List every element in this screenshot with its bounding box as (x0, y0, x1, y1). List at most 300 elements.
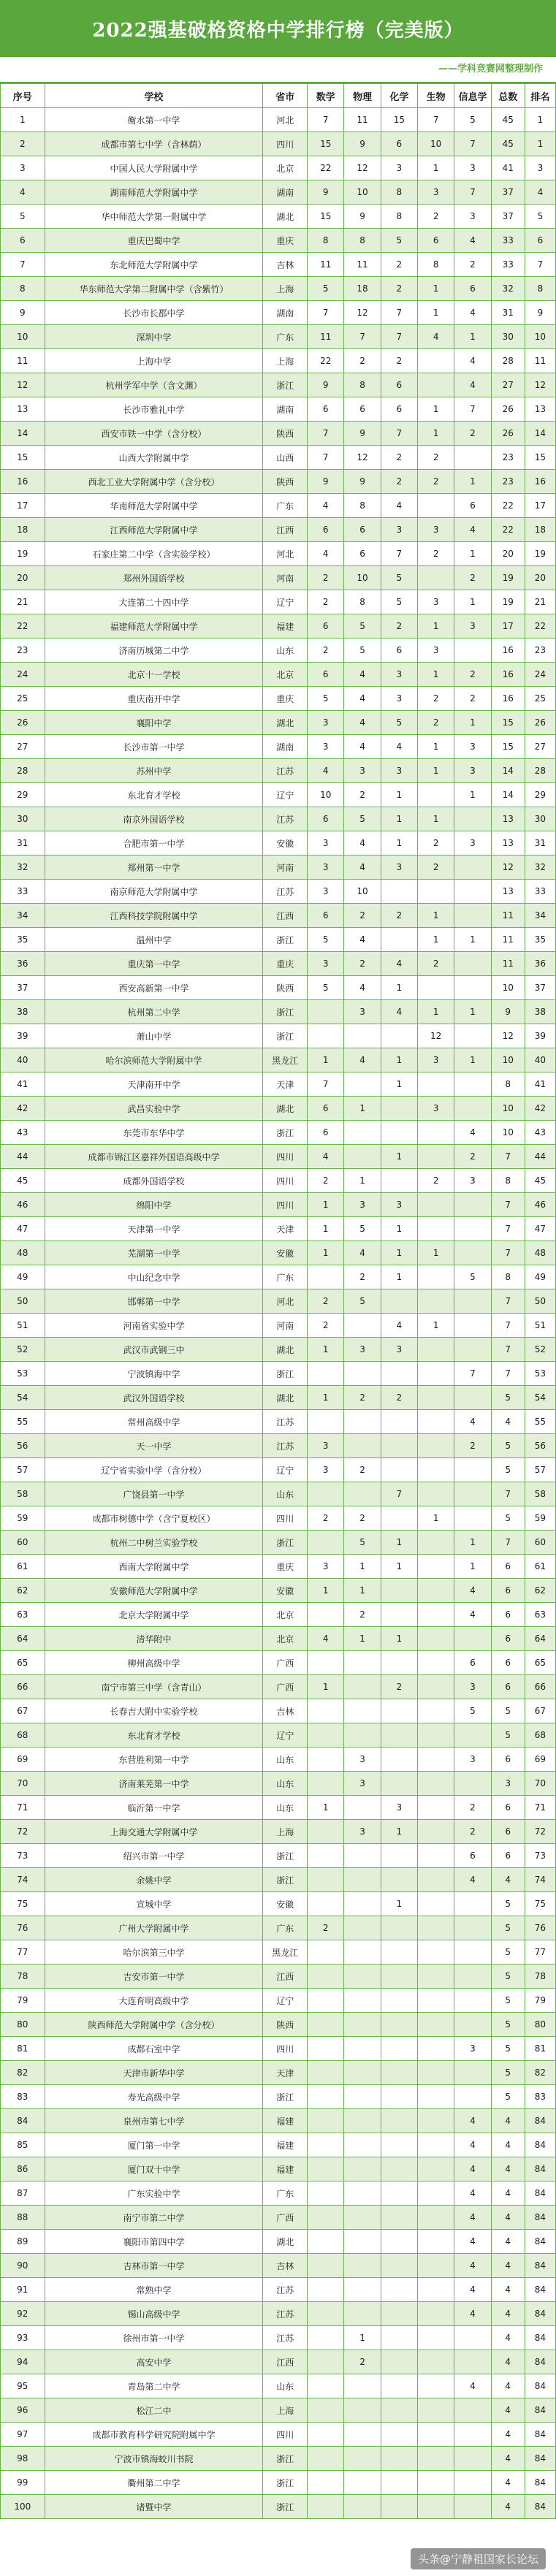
cell-province: 浙江 (263, 2471, 308, 2495)
table-row (1, 1965, 556, 1989)
cell-school: 济南莱芜第一中学 (45, 1772, 263, 1796)
cell-math (308, 2109, 344, 2133)
cell-province: 河南 (263, 856, 308, 880)
cell-school: 衡水第一中学 (45, 108, 263, 132)
cell-rank: 82 (525, 2061, 555, 2085)
table-row (1, 976, 556, 1000)
cell-informatics: 2 (454, 566, 491, 590)
cell-chemistry (381, 1458, 417, 1482)
cell-total: 45 (491, 108, 525, 132)
cell-informatics (454, 2423, 491, 2447)
cell-school: 绍兴市第一中学 (45, 1844, 263, 1868)
cell-total: 10 (491, 1097, 525, 1121)
table-row (1, 1458, 556, 1482)
cell-province: 福建 (263, 2109, 308, 2133)
cell-chemistry (381, 1097, 417, 1121)
cell-chemistry: 3 (381, 1193, 417, 1217)
cell-rank: 66 (525, 1675, 555, 1699)
cell-rank: 84 (525, 2206, 555, 2230)
cell-province: 陕西 (263, 470, 308, 494)
cell-province: 安徽 (263, 1892, 308, 1916)
cell-province: 河北 (263, 542, 308, 566)
cell-biology: 1 (417, 1506, 454, 1531)
cell-math: 1 (308, 1241, 344, 1265)
cell-province: 湖北 (263, 1097, 308, 1121)
cell-total: 11 (491, 952, 525, 976)
cell-math: 2 (308, 566, 344, 590)
cell-total: 45 (491, 132, 525, 156)
cell-school: 长沙市雅礼中学 (45, 397, 263, 422)
cell-index: 79 (1, 1989, 45, 2013)
cell-physics: 10 (344, 180, 381, 205)
cell-school: 南京师范大学附属中学 (45, 880, 263, 904)
cell-informatics: 4 (454, 301, 491, 325)
cell-rank: 80 (525, 2013, 555, 2037)
cell-index: 4 (1, 180, 45, 205)
cell-index: 82 (1, 2061, 45, 2085)
cell-index: 65 (1, 1651, 45, 1675)
cell-biology (417, 1892, 454, 1916)
cell-school: 邯郸第一中学 (45, 1289, 263, 1314)
cell-biology (417, 1555, 454, 1579)
cell-math: 3 (308, 952, 344, 976)
cell-province: 北京 (263, 1603, 308, 1627)
cell-index: 59 (1, 1506, 45, 1531)
cell-biology (417, 1940, 454, 1965)
table-row (1, 349, 556, 373)
cell-math: 6 (308, 1097, 344, 1121)
cell-math: 8 (308, 229, 344, 253)
cell-physics: 10 (344, 880, 381, 904)
cell-chemistry (381, 928, 417, 952)
cell-total: 7 (491, 1362, 525, 1386)
cell-informatics (454, 2326, 491, 2350)
cell-total: 33 (491, 253, 525, 277)
cell-informatics (454, 1338, 491, 1362)
cell-biology (417, 2206, 454, 2230)
cell-chemistry (381, 1868, 417, 1892)
cell-physics (344, 2133, 381, 2157)
table-row (1, 1748, 556, 1772)
cell-math (308, 2181, 344, 2206)
cell-province: 湖北 (263, 2230, 308, 2254)
cell-biology: 1 (417, 807, 454, 831)
cell-physics (344, 2085, 381, 2109)
cell-chemistry (381, 2085, 417, 2109)
cell-rank: 61 (525, 1555, 555, 1579)
cell-chemistry: 1 (381, 1892, 417, 1916)
cell-index: 44 (1, 1145, 45, 1169)
cell-total: 19 (491, 566, 525, 590)
cell-physics (344, 2206, 381, 2230)
cell-rank: 32 (525, 856, 555, 880)
cell-chemistry: 1 (381, 1555, 417, 1579)
table-row (1, 1868, 556, 1892)
cell-rank: 59 (525, 1506, 555, 1531)
cell-rank: 84 (525, 2423, 555, 2447)
cell-biology: 12 (417, 1024, 454, 1048)
table-row (1, 735, 556, 759)
cell-total: 4 (491, 2278, 525, 2302)
cell-school: 郑州外国语学校 (45, 566, 263, 590)
cell-school: 余姚中学 (45, 1868, 263, 1892)
cell-math: 3 (308, 711, 344, 735)
cell-total: 15 (491, 735, 525, 759)
cell-school: 衢州第二中学 (45, 2471, 263, 2495)
cell-chemistry: 6 (381, 132, 417, 156)
cell-total: 4 (491, 2230, 525, 2254)
cell-chemistry: 8 (381, 180, 417, 205)
cell-school: 北京十一学校 (45, 663, 263, 687)
cell-school: 大连育明高级中学 (45, 1989, 263, 2013)
cell-province: 广西 (263, 1651, 308, 1675)
cell-physics: 4 (344, 928, 381, 952)
table-row (1, 1314, 556, 1338)
cell-biology: 1 (417, 397, 454, 422)
table-row (1, 1386, 556, 1410)
cell-physics (344, 2181, 381, 2206)
cell-rank: 8 (525, 277, 555, 301)
cell-physics: 9 (344, 132, 381, 156)
cell-school: 天津南开中学 (45, 1072, 263, 1097)
cell-chemistry (381, 2109, 417, 2133)
cell-total: 4 (491, 2254, 525, 2278)
cell-math (308, 2157, 344, 2181)
cell-biology: 2 (417, 470, 454, 494)
cell-total: 7 (491, 1193, 525, 1217)
cell-total: 13 (491, 880, 525, 904)
table-row (1, 952, 556, 976)
cell-physics: 11 (344, 108, 381, 132)
cell-index: 39 (1, 1024, 45, 1048)
cell-index: 2 (1, 132, 45, 156)
cell-biology (417, 1072, 454, 1097)
cell-index: 100 (1, 2495, 45, 2519)
cell-informatics (454, 446, 491, 470)
table-row (1, 470, 556, 494)
cell-rank: 48 (525, 1241, 555, 1265)
cell-index: 11 (1, 349, 45, 373)
cell-school: 锡山高级中学 (45, 2302, 263, 2326)
cell-province: 湖北 (263, 205, 308, 229)
cell-province: 山东 (263, 639, 308, 663)
cell-math: 22 (308, 156, 344, 180)
cell-school: 石家庄第二中学（含实验学校） (45, 542, 263, 566)
cell-rank: 51 (525, 1314, 555, 1338)
table-row (1, 1217, 556, 1241)
table-row (1, 1675, 556, 1699)
cell-total: 3 (491, 1772, 525, 1796)
cell-physics (344, 1892, 381, 1916)
cell-index: 61 (1, 1555, 45, 1579)
cell-math: 4 (308, 542, 344, 566)
cell-index: 7 (1, 253, 45, 277)
cell-math: 6 (308, 663, 344, 687)
cell-chemistry: 4 (381, 1000, 417, 1024)
cell-school: 天津市新华中学 (45, 2061, 263, 2085)
cell-biology (417, 1482, 454, 1506)
table-row (1, 1024, 556, 1048)
cell-rank: 84 (525, 2157, 555, 2181)
cell-province: 四川 (263, 1145, 308, 1169)
cell-informatics (454, 639, 491, 663)
cell-school: 江西科技学院附属中学 (45, 904, 263, 928)
table-row (1, 590, 556, 614)
cell-chemistry: 2 (381, 277, 417, 301)
cell-chemistry (381, 880, 417, 904)
cell-province: 广东 (263, 1265, 308, 1289)
cell-rank: 4 (525, 180, 555, 205)
cell-chemistry: 3 (381, 518, 417, 542)
cell-math (308, 1362, 344, 1386)
cell-chemistry (381, 2447, 417, 2471)
cell-biology (417, 1844, 454, 1868)
cell-physics (344, 2471, 381, 2495)
cell-school: 宣城中学 (45, 1892, 263, 1916)
cell-rank: 84 (525, 2181, 555, 2206)
cell-informatics: 3 (454, 831, 491, 856)
table-row (1, 1289, 556, 1314)
cell-school: 东北育才学校 (45, 1723, 263, 1748)
cell-physics (344, 1072, 381, 1097)
cell-total: 5 (491, 1699, 525, 1723)
header-province: 省市 (263, 84, 308, 108)
cell-biology (417, 2423, 454, 2447)
cell-index: 66 (1, 1675, 45, 1699)
table-row (1, 1338, 556, 1362)
table-row (1, 1892, 556, 1916)
table-row (1, 2302, 556, 2326)
cell-math: 5 (308, 687, 344, 711)
cell-physics (344, 1651, 381, 1675)
cell-biology: 3 (417, 518, 454, 542)
cell-informatics: 3 (454, 205, 491, 229)
cell-informatics: 2 (454, 687, 491, 711)
cell-biology: 3 (417, 1048, 454, 1072)
cell-biology (417, 1868, 454, 1892)
cell-biology (417, 1217, 454, 1241)
table-row (1, 301, 556, 325)
cell-math: 3 (308, 735, 344, 759)
cell-school: 武昌实验中学 (45, 1097, 263, 1121)
cell-physics: 1 (344, 1169, 381, 1193)
cell-math: 10 (308, 783, 344, 807)
cell-informatics (454, 2495, 491, 2519)
cell-rank: 76 (525, 1916, 555, 1940)
cell-chemistry (381, 2495, 417, 2519)
cell-math: 1 (308, 1048, 344, 1072)
cell-chemistry (381, 2374, 417, 2398)
cell-province: 吉林 (263, 2254, 308, 2278)
cell-informatics: 7 (454, 180, 491, 205)
cell-biology (417, 566, 454, 590)
cell-total: 4 (491, 2157, 525, 2181)
table-row (1, 1048, 556, 1072)
cell-province: 江苏 (263, 880, 308, 904)
cell-math: 2 (308, 1916, 344, 1940)
cell-physics: 4 (344, 687, 381, 711)
cell-school: 东北育才学校 (45, 783, 263, 807)
cell-total: 7 (491, 1145, 525, 1169)
cell-chemistry (381, 1121, 417, 1145)
cell-biology: 7 (417, 108, 454, 132)
cell-chemistry: 3 (381, 687, 417, 711)
cell-total: 10 (491, 1048, 525, 1072)
cell-school: 重庆第一中学 (45, 952, 263, 976)
cell-index: 99 (1, 2471, 45, 2495)
cell-province: 重庆 (263, 687, 308, 711)
cell-biology: 1 (417, 735, 454, 759)
cell-province: 浙江 (263, 1868, 308, 1892)
cell-school: 济南历城第二中学 (45, 639, 263, 663)
table-row (1, 831, 556, 856)
cell-biology (417, 1289, 454, 1314)
cell-rank: 9 (525, 301, 555, 325)
table-row (1, 1651, 556, 1675)
table-row (1, 277, 556, 301)
cell-school: 西北工业大学附属中学（含分校） (45, 470, 263, 494)
cell-chemistry: 7 (381, 301, 417, 325)
cell-math (308, 1000, 344, 1024)
table-row (1, 446, 556, 470)
cell-school: 重庆巴蜀中学 (45, 229, 263, 253)
cell-chemistry: 1 (381, 831, 417, 856)
cell-school: 成都外国语学校 (45, 1169, 263, 1193)
cell-total: 12 (491, 856, 525, 880)
cell-school: 天津第一中学 (45, 1217, 263, 1241)
cell-total: 41 (491, 156, 525, 180)
cell-rank: 35 (525, 928, 555, 952)
cell-index: 77 (1, 1940, 45, 1965)
cell-rank: 84 (525, 2374, 555, 2398)
cell-school: 广东实验中学 (45, 2181, 263, 2206)
cell-province: 江苏 (263, 2278, 308, 2302)
cell-total: 28 (491, 349, 525, 373)
cell-school: 泉州市第七中学 (45, 2109, 263, 2133)
cell-index: 51 (1, 1314, 45, 1338)
cell-total: 8 (491, 1265, 525, 1289)
cell-rank: 38 (525, 1000, 555, 1024)
cell-province: 江苏 (263, 807, 308, 831)
cell-index: 22 (1, 614, 45, 639)
table-row (1, 325, 556, 349)
cell-school: 常州高级中学 (45, 1410, 263, 1434)
cell-rank: 71 (525, 1796, 555, 1820)
table-row (1, 904, 556, 928)
cell-math: 1 (308, 1675, 344, 1699)
table-row (1, 783, 556, 807)
cell-informatics (454, 2398, 491, 2423)
cell-total: 16 (491, 687, 525, 711)
cell-math: 1 (308, 1796, 344, 1820)
cell-informatics: 7 (454, 1362, 491, 1386)
cell-school: 合肥市第一中学 (45, 831, 263, 856)
cell-informatics (454, 1916, 491, 1940)
cell-total: 13 (491, 807, 525, 831)
cell-physics (344, 1434, 381, 1458)
cell-province: 山西 (263, 446, 308, 470)
table-row (1, 2181, 556, 2206)
cell-school: 厦门双十中学 (45, 2157, 263, 2181)
cell-chemistry: 5 (381, 229, 417, 253)
cell-math: 2 (308, 1289, 344, 1314)
cell-physics (344, 1940, 381, 1965)
cell-index: 36 (1, 952, 45, 976)
cell-chemistry (381, 1289, 417, 1314)
cell-total: 4 (491, 2109, 525, 2133)
cell-total: 4 (491, 2302, 525, 2326)
cell-province: 上海 (263, 1820, 308, 1844)
cell-informatics: 4 (454, 518, 491, 542)
cell-physics (344, 2278, 381, 2302)
cell-biology (417, 1145, 454, 1169)
cell-province: 湖南 (263, 301, 308, 325)
cell-biology: 2 (417, 952, 454, 976)
cell-province: 江西 (263, 518, 308, 542)
cell-math (308, 2085, 344, 2109)
cell-rank: 84 (525, 2109, 555, 2133)
cell-index: 53 (1, 1362, 45, 1386)
cell-physics: 12 (344, 446, 381, 470)
cell-physics: 5 (344, 614, 381, 639)
table-row (1, 518, 556, 542)
cell-chemistry (381, 1169, 417, 1193)
cell-chemistry: 3 (381, 1338, 417, 1362)
cell-informatics: 6 (454, 1651, 491, 1675)
cell-rank: 72 (525, 1820, 555, 1844)
cell-chemistry: 3 (381, 663, 417, 687)
cell-biology (417, 1820, 454, 1844)
cell-math (308, 2326, 344, 2350)
cell-informatics (454, 1072, 491, 1097)
cell-rank: 13 (525, 397, 555, 422)
cell-rank: 12 (525, 373, 555, 397)
cell-math: 2 (308, 1314, 344, 1338)
cell-province: 四川 (263, 2037, 308, 2061)
cell-province: 辽宁 (263, 590, 308, 614)
cell-biology (417, 1651, 454, 1675)
cell-biology (417, 1338, 454, 1362)
cell-math: 6 (308, 807, 344, 831)
cell-biology (417, 1989, 454, 2013)
cell-biology (417, 880, 454, 904)
cell-chemistry (381, 2278, 417, 2302)
cell-math: 6 (308, 904, 344, 928)
cell-informatics: 4 (454, 229, 491, 253)
cell-school: 成都市教育科学研究院附属中学 (45, 2423, 263, 2447)
cell-school: 辽宁省实验中学（含分校） (45, 1458, 263, 1482)
cell-biology (417, 1386, 454, 1410)
cell-province: 四川 (263, 1506, 308, 1531)
cell-index: 74 (1, 1868, 45, 1892)
table-row (1, 2133, 556, 2157)
cell-chemistry (381, 1024, 417, 1048)
table-row (1, 1482, 556, 1506)
cell-informatics: 4 (454, 2230, 491, 2254)
cell-total: 6 (491, 1820, 525, 1844)
cell-chemistry: 6 (381, 373, 417, 397)
cell-index: 31 (1, 831, 45, 856)
cell-math (308, 2423, 344, 2447)
cell-math: 22 (308, 349, 344, 373)
cell-biology: 10 (417, 132, 454, 156)
cell-chemistry (381, 1989, 417, 2013)
cell-chemistry (381, 2302, 417, 2326)
cell-rank: 55 (525, 1410, 555, 1434)
cell-physics: 2 (344, 1386, 381, 1410)
cell-province: 四川 (263, 1169, 308, 1193)
cell-physics (344, 2013, 381, 2037)
